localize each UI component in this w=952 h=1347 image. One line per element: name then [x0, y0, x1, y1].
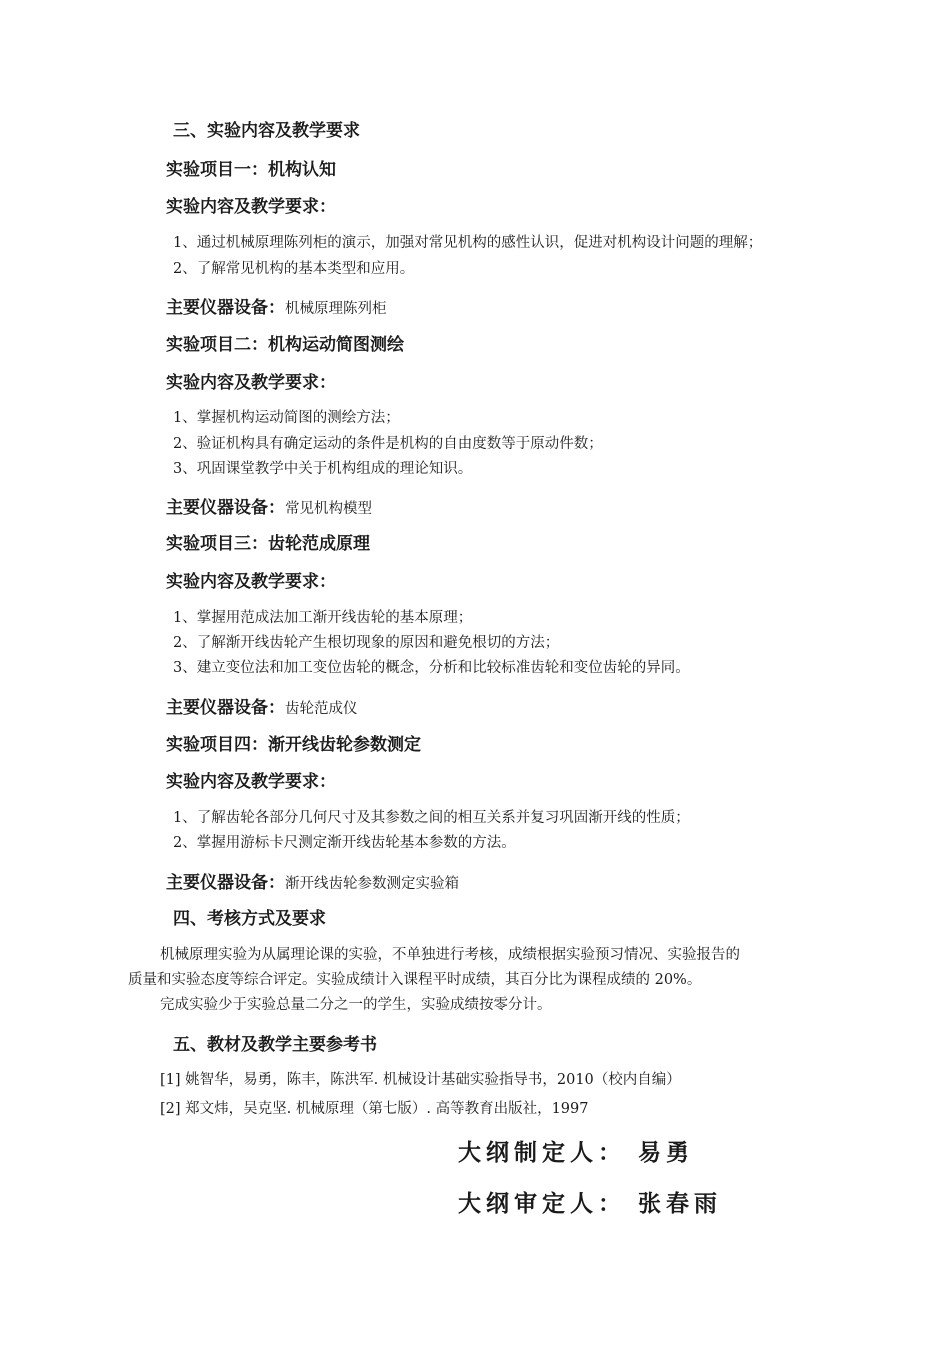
project4-equipment: [166, 868, 459, 893]
assessment-para2: 完成实验少于实验总量二分之一的学生，实验成绩按零分计。: [160, 997, 552, 1013]
project1-equipment: [166, 293, 387, 318]
project2-equipment-label: 主要仪器设备：: [166, 498, 285, 518]
project3-item-2: 2、了解渐开线齿轮产生根切现象的原因和避免根切的方法；: [173, 635, 560, 651]
project3-equipment: [166, 693, 358, 718]
project1-equipment-value: 机械原理陈列柜: [285, 301, 387, 317]
project2-title: 实验项目二：机构运动简图测绘: [166, 335, 404, 355]
project3-item-3: 3、建立变位法和加工变位齿轮的概念，分析和比较标准齿轮和变位齿轮的异同。: [173, 660, 690, 676]
project2-item-2: 2、验证机构具有确定运动的条件是机构的自由度数等于原动件数；: [173, 436, 603, 452]
section4-heading: 四、考核方式及要求: [173, 909, 326, 929]
project2-equipment-value: 常见机构模型: [285, 501, 372, 517]
reference-2: [2] 郑文炜，吴克坚. 机械原理（第七版）. 高等教育出版社，1997: [160, 1101, 589, 1117]
project1-title: 实验项目一：机构认知: [166, 160, 336, 180]
reviewer-signature: [458, 1185, 798, 1218]
project3-req-label: 实验内容及教学要求：: [166, 572, 336, 592]
project1-item-1: 1、通过机械原理陈列柜的演示，加强对常见机构的感性认识，促进对机构设计问题的理解；: [173, 235, 763, 251]
project4-equipment-label: 主要仪器设备：: [166, 873, 285, 893]
reviewer-label: 大纲审定人：: [458, 1191, 626, 1217]
reviewer-name: 张春雨: [638, 1191, 722, 1217]
section5-heading: 五、教材及教学主要参考书: [173, 1035, 377, 1055]
project4-equipment-value: 渐开线齿轮参数测定实验箱: [285, 876, 459, 892]
section3-heading: 三、实验内容及教学要求: [173, 121, 360, 141]
project2-item-1: 1、掌握机构运动简图的测绘方法；: [173, 410, 400, 426]
project4-item-1: 1、了解齿轮各部分几何尺寸及其参数之间的相互关系并复习巩固渐开线的性质；: [173, 810, 690, 826]
project4-item-2: 2、掌握用游标卡尺测定渐开线齿轮基本参数的方法。: [173, 835, 516, 851]
project2-req-label: 实验内容及教学要求：: [166, 373, 336, 393]
author-label: 大纲制定人：: [458, 1140, 626, 1166]
assessment-para1-line2: 质量和实验态度等综合评定。实验成绩计入课程平时成绩，其百分比为课程成绩的 20%。: [128, 972, 702, 988]
project2-equipment: [166, 493, 372, 518]
project2-item-3: 3、巩固课堂教学中关于机构组成的理论知识。: [173, 461, 473, 477]
project3-equipment-label: 主要仪器设备：: [166, 698, 285, 718]
project1-equipment-label: 主要仪器设备：: [166, 298, 285, 318]
reference-1: [1] 姚智华，易勇，陈丰，陈洪军. 机械设计基础实验指导书，2010（校内自编）: [160, 1072, 681, 1088]
author-name: 易勇: [638, 1140, 694, 1166]
assessment-para1-line1: 机械原理实验为从属理论课的实验，不单独进行考核，成绩根据实验预习情况、实验报告的: [160, 947, 740, 963]
project4-req-label: 实验内容及教学要求：: [166, 772, 336, 792]
project3-title: 实验项目三：齿轮范成原理: [166, 534, 370, 554]
project3-equipment-value: 齿轮范成仪: [285, 701, 358, 717]
project1-item-2: 2、了解常见机构的基本类型和应用。: [173, 261, 415, 277]
project1-req-label: 实验内容及教学要求：: [166, 197, 336, 217]
project3-item-1: 1、掌握用范成法加工渐开线齿轮的基本原理；: [173, 610, 473, 626]
author-signature: [458, 1134, 798, 1167]
project4-title: 实验项目四：渐开线齿轮参数测定: [166, 735, 421, 755]
